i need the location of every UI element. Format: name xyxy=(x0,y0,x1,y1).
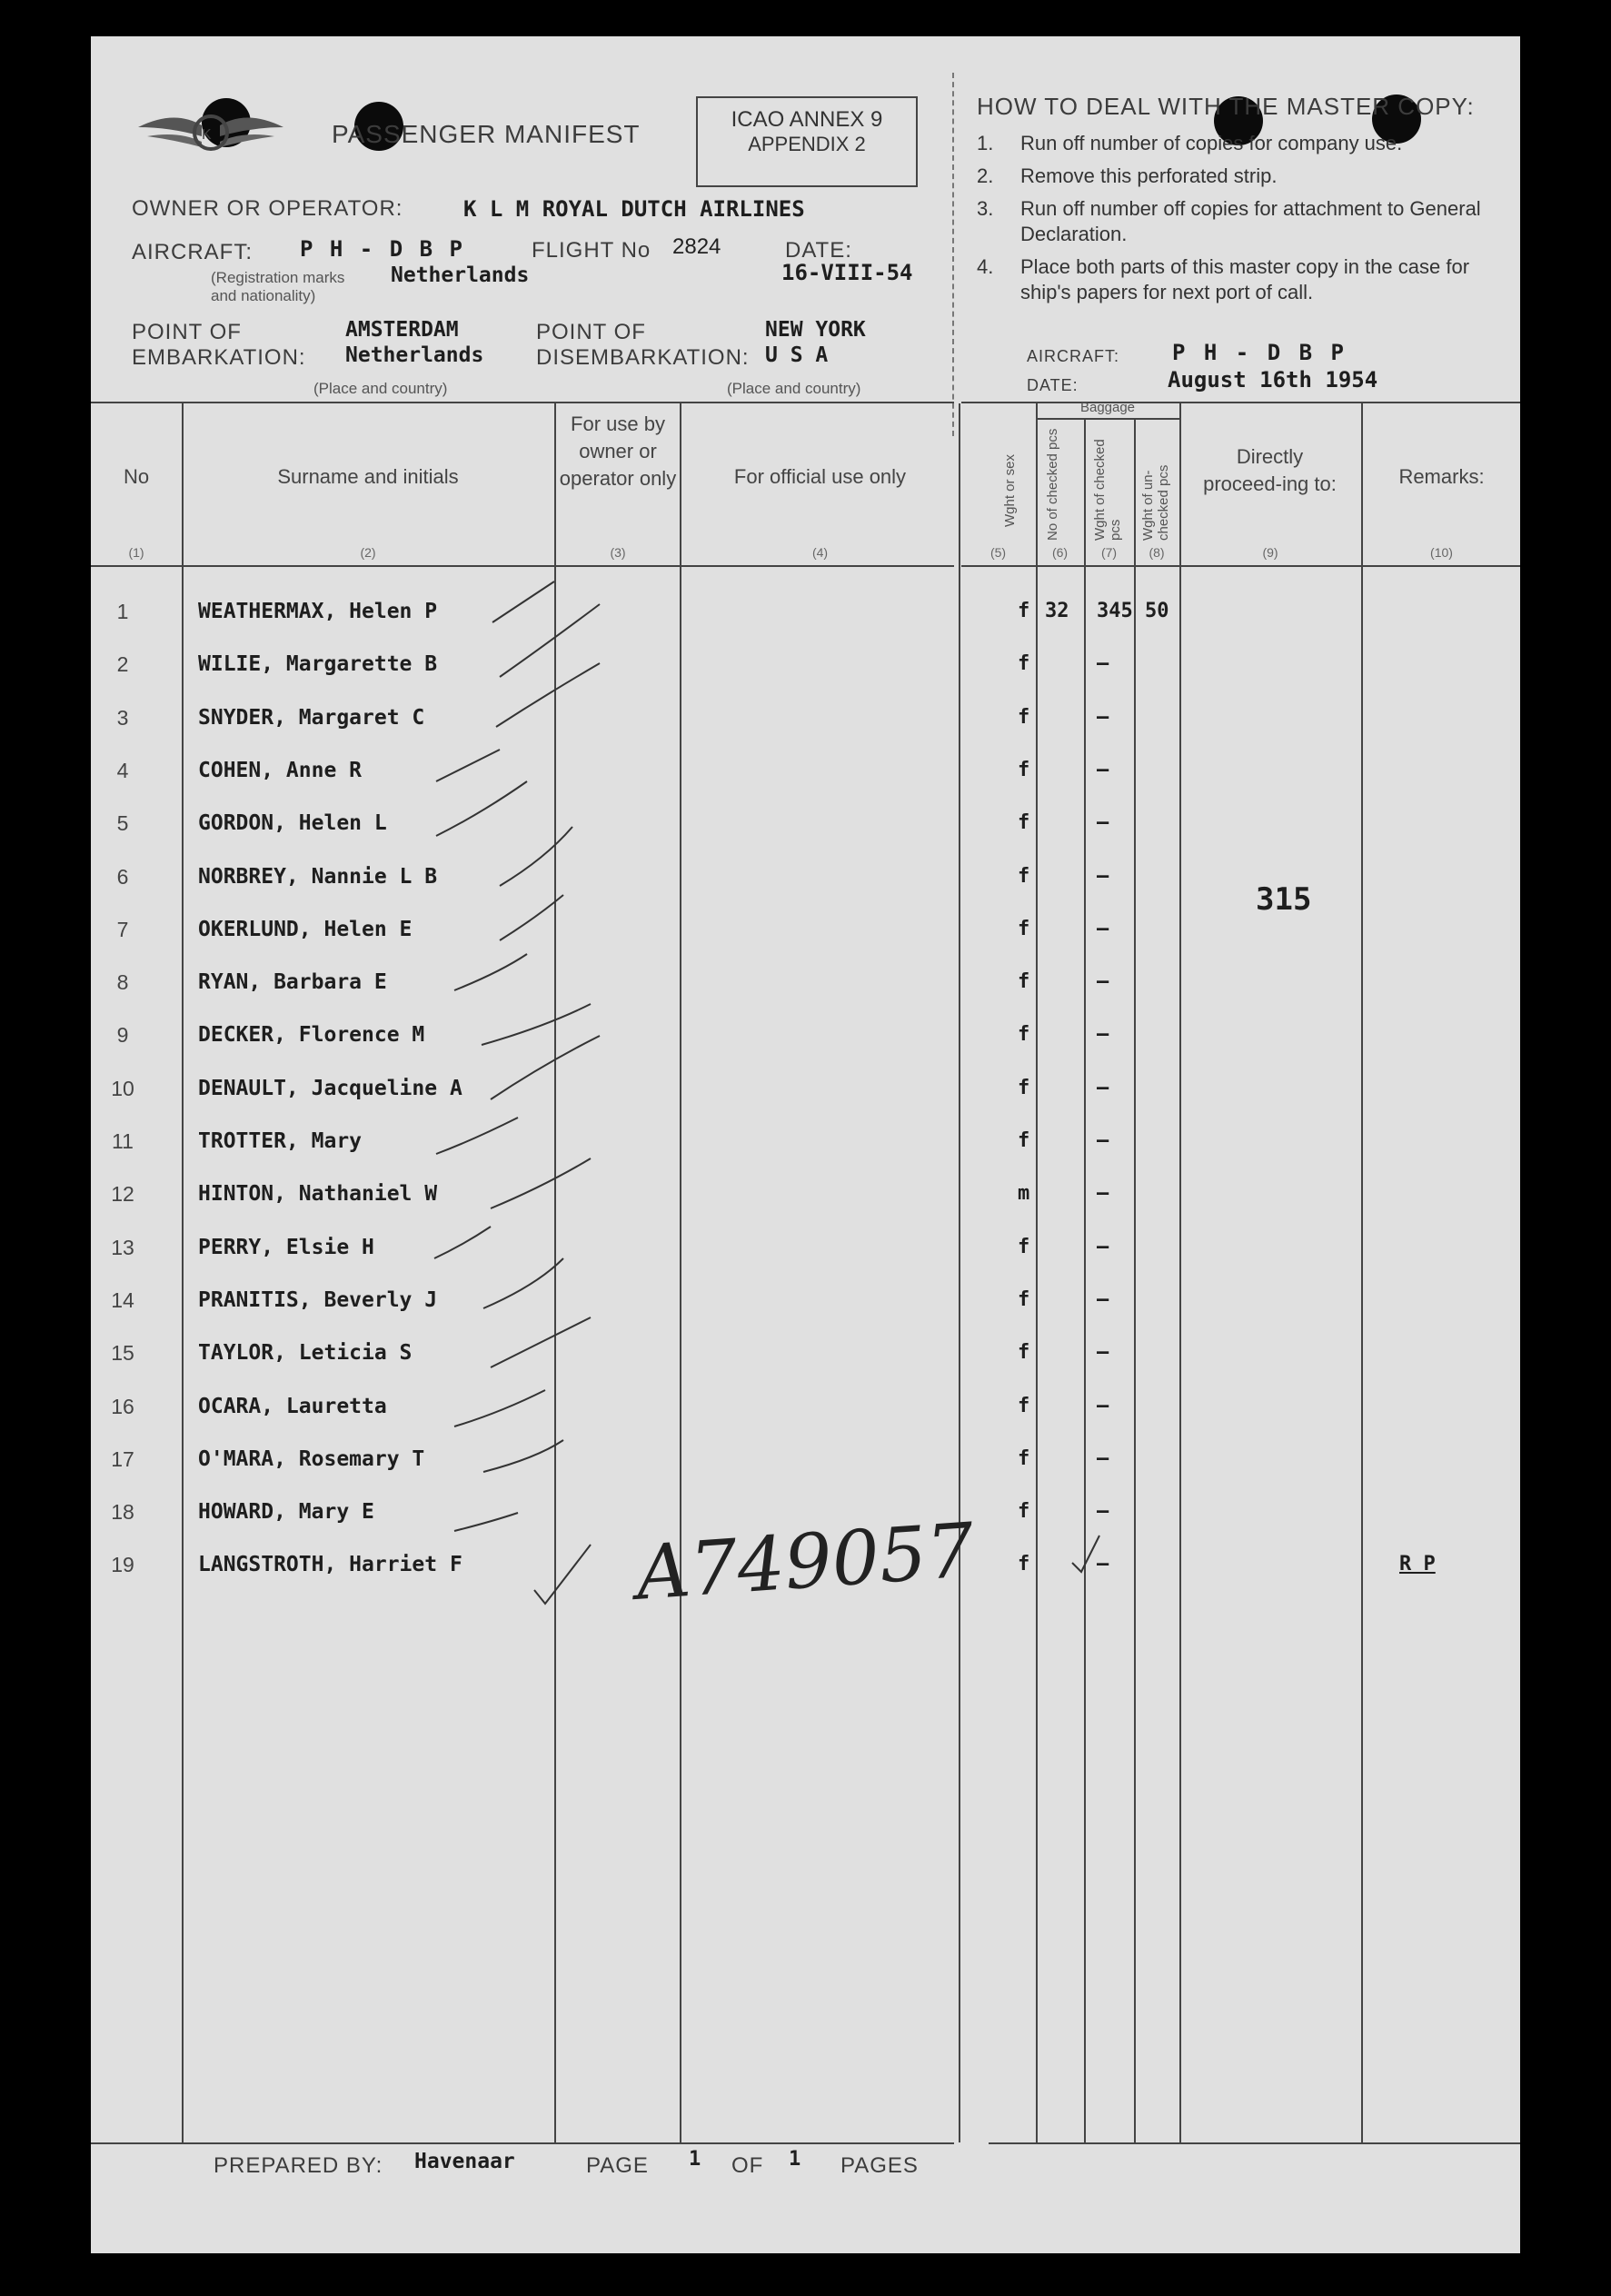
col-number: (7) xyxy=(1100,545,1118,560)
row-number: 4 xyxy=(116,759,129,782)
row-number: 17 xyxy=(111,1447,134,1471)
embark-label-1: POINT OF xyxy=(132,320,242,344)
passenger-name: GORDON, Helen L xyxy=(198,811,387,835)
disembark-place-note: (Place and country) xyxy=(727,380,861,397)
col-header-no: No xyxy=(123,465,150,488)
passenger-sex: f xyxy=(1018,811,1030,834)
manifest-title: PASSENGER MANIFEST xyxy=(332,120,641,148)
row-number: 7 xyxy=(116,918,129,941)
row-number: 11 xyxy=(112,1129,134,1153)
baggage-wght-checked: — xyxy=(1097,1447,1109,1470)
icao-line-2: APPENDIX 2 xyxy=(748,133,866,155)
passenger-sex: f xyxy=(1018,865,1030,888)
passenger-name: HINTON, Nathaniel W xyxy=(198,1182,438,1206)
of-label: OF xyxy=(731,2153,764,2178)
baggage-checked-pcs: 32 xyxy=(1045,600,1069,622)
col-header-official: For official use only xyxy=(733,465,907,488)
col-header-wght-sex: Wght or sex xyxy=(1002,453,1018,527)
pages-label: PAGES xyxy=(840,2153,919,2178)
flight-value: 2824 xyxy=(672,234,721,259)
owner-label: OWNER OR OPERATOR: xyxy=(132,196,403,221)
col-number: (9) xyxy=(1262,545,1278,560)
baggage-wght-checked: — xyxy=(1097,1341,1109,1364)
baggage-wght-checked: — xyxy=(1097,970,1109,993)
baggage-wght-unchecked: 50 xyxy=(1145,600,1169,622)
baggage-wght-checked: — xyxy=(1097,1077,1109,1099)
passenger-name: LANGSTROTH, Harriet F xyxy=(198,1553,462,1576)
passenger-remark: R P xyxy=(1399,1553,1436,1575)
instructions-title: HOW TO DEAL WITH THE MASTER COPY: xyxy=(977,93,1475,120)
aircraft-nationality: Netherlands xyxy=(391,263,530,287)
passenger-name: TAYLOR, Leticia S xyxy=(198,1341,413,1365)
pen-checkmarks xyxy=(91,36,1520,2253)
col-header-wght-unchecked: Wght of un-checked pcs xyxy=(1140,464,1171,541)
baggage-wght-checked: — xyxy=(1097,706,1109,729)
disembark-city: NEW YORK xyxy=(765,318,866,342)
page-value: 1 xyxy=(689,2148,701,2171)
col-number: (4) xyxy=(811,545,829,560)
instruction-number: 3. xyxy=(977,197,994,220)
row-number: 8 xyxy=(116,970,129,994)
baggage-wght-checked: — xyxy=(1097,865,1109,888)
passenger-name: TROTTER, Mary xyxy=(198,1129,363,1153)
col-number: (5) xyxy=(989,545,1007,560)
passenger-sex: f xyxy=(1018,1447,1030,1470)
owner-value: K L M ROYAL DUTCH AIRLINES xyxy=(463,196,805,222)
aircraft-label: AIRCRAFT: xyxy=(132,240,254,264)
instructions-aircraft-value: P H - D B P xyxy=(1172,340,1347,365)
baggage-wght-checked: — xyxy=(1097,759,1109,781)
passenger-name: WILIE, Margarette B xyxy=(198,652,438,676)
baggage-wght-checked: — xyxy=(1097,652,1109,675)
passenger-name: DECKER, Florence M xyxy=(198,1023,425,1047)
row-number: 5 xyxy=(116,811,129,835)
col-header-checked-pcs: No of checked pcs xyxy=(1045,428,1060,541)
baggage-wght-checked: 345 xyxy=(1097,600,1133,622)
passenger-sex: f xyxy=(1018,759,1030,781)
passenger-sex: f xyxy=(1018,1023,1030,1046)
instruction-text: Remove this perforated strip. xyxy=(1020,164,1278,187)
passenger-name: PRANITIS, Beverly J xyxy=(198,1288,438,1312)
col-number: (8) xyxy=(1149,545,1165,560)
passenger-sex: f xyxy=(1018,970,1030,993)
passenger-name: NORBREY, Nannie L B xyxy=(198,865,438,889)
row-number: 10 xyxy=(111,1077,134,1100)
passenger-name: RYAN, Barbara E xyxy=(198,970,387,994)
col-header-directly: Directly proceed-ing to: xyxy=(1203,445,1337,495)
col-number: (10) xyxy=(1430,545,1453,560)
directly-total: 315 xyxy=(1256,881,1312,918)
flight-label: FLIGHT No xyxy=(532,238,651,263)
baggage-wght-checked: — xyxy=(1097,918,1109,940)
passenger-name: O'MARA, Rosemary T xyxy=(198,1447,425,1471)
instruction-number: 2. xyxy=(977,164,994,187)
passenger-sex: f xyxy=(1018,1288,1030,1311)
row-number: 13 xyxy=(111,1236,134,1259)
instructions-date-value: August 16th 1954 xyxy=(1168,367,1378,393)
instruction-text: Run off number of copies for company use. xyxy=(1020,132,1403,154)
of-value: 1 xyxy=(789,2148,801,2171)
baggage-wght-checked: — xyxy=(1097,1288,1109,1311)
baggage-wght-checked: — xyxy=(1097,1023,1109,1046)
disembark-country: U S A xyxy=(765,343,829,367)
instructions-date-label: DATE: xyxy=(1027,376,1079,394)
embark-place-note: (Place and country) xyxy=(313,380,448,397)
baggage-wght-checked: — xyxy=(1097,1500,1109,1523)
prepared-label: PREPARED BY: xyxy=(214,2153,383,2178)
embark-city: AMSTERDAM xyxy=(345,318,459,342)
passenger-sex: f xyxy=(1018,1077,1030,1099)
baggage-wght-checked: — xyxy=(1097,1129,1109,1152)
passenger-sex: f xyxy=(1018,652,1030,675)
row-number: 9 xyxy=(116,1023,129,1047)
passenger-sex: f xyxy=(1018,706,1030,729)
passenger-name: HOWARD, Mary E xyxy=(198,1500,374,1524)
col-header-owner-use: For use by owner or operator only xyxy=(559,412,677,490)
col-number: (3) xyxy=(610,545,626,560)
row-number: 14 xyxy=(111,1288,134,1312)
passenger-sex: f xyxy=(1018,600,1030,622)
passenger-sex: m xyxy=(1018,1182,1030,1205)
passenger-name: COHEN, Anne R xyxy=(198,759,363,782)
row-number: 3 xyxy=(116,706,129,730)
instruction-number: 1. xyxy=(977,132,994,154)
svg-text:K: K xyxy=(202,127,212,143)
row-number: 18 xyxy=(111,1500,134,1524)
col-number: (1) xyxy=(128,545,144,560)
row-number: 1 xyxy=(116,600,129,623)
row-number: 2 xyxy=(116,652,129,676)
passenger-name: WEATHERMAX, Helen P xyxy=(198,600,438,623)
row-number: 6 xyxy=(116,865,129,889)
baggage-wght-checked: — xyxy=(1097,811,1109,834)
baggage-wght-checked: — xyxy=(1097,1395,1109,1417)
col-header-wght-checked: Wght of checked pcs xyxy=(1092,439,1123,541)
passenger-sex: f xyxy=(1018,1236,1030,1258)
passenger-sex: f xyxy=(1018,1395,1030,1417)
aircraft-note-2: and nationality) xyxy=(211,287,316,304)
passenger-sex: f xyxy=(1018,1553,1030,1575)
passenger-sex: f xyxy=(1018,1500,1030,1523)
passenger-sex: f xyxy=(1018,918,1030,940)
instruction-text: Place both parts of this master copy in the case for ship's papers for next port of call. xyxy=(1020,255,1470,303)
date-value: 16-VIII-54 xyxy=(781,260,913,285)
passenger-sex: f xyxy=(1018,1129,1030,1152)
aircraft-value: P H - D B P xyxy=(300,236,464,262)
embark-label-2: EMBARKATION: xyxy=(132,345,306,370)
baggage-wght-checked: — xyxy=(1097,1182,1109,1205)
handwritten-number: A749057 xyxy=(633,1507,978,1617)
instruction-number: 4. xyxy=(977,255,994,278)
col-number: (6) xyxy=(1051,545,1069,560)
passenger-name: SNYDER, Margaret C xyxy=(198,706,425,730)
passenger-name: PERRY, Elsie H xyxy=(198,1236,374,1259)
disembark-label-2: DISEMBARKATION: xyxy=(536,345,750,370)
col-header-baggage: Baggage xyxy=(1079,400,1136,415)
baggage-wght-checked: — xyxy=(1097,1236,1109,1258)
row-number: 12 xyxy=(111,1182,134,1206)
instructions-aircraft-label: AIRCRAFT: xyxy=(1027,347,1120,365)
manifest-sheet xyxy=(91,36,1520,2253)
col-number: (2) xyxy=(360,545,376,560)
prepared-value: Havenaar xyxy=(414,2150,515,2173)
disembark-label-1: POINT OF xyxy=(536,320,646,344)
instruction-text: Run off number off copies for attachment to General Declaration. xyxy=(1020,197,1481,245)
col-header-remarks: Remarks: xyxy=(1398,465,1485,488)
passenger-name: OCARA, Lauretta xyxy=(198,1395,387,1418)
row-number: 15 xyxy=(111,1341,134,1365)
passenger-name: DENAULT, Jacqueline A xyxy=(198,1077,462,1100)
row-number: 19 xyxy=(111,1553,134,1576)
icao-line-1: ICAO ANNEX 9 xyxy=(731,107,883,132)
baggage-wght-checked: — xyxy=(1097,1553,1109,1575)
embark-country: Netherlands xyxy=(345,343,484,367)
page-label: PAGE xyxy=(586,2153,649,2178)
passenger-sex: f xyxy=(1018,1341,1030,1364)
row-number: 16 xyxy=(111,1395,134,1418)
col-header-surname: Surname and initials xyxy=(277,465,459,488)
aircraft-note-1: (Registration marks xyxy=(211,269,345,286)
date-label: DATE: xyxy=(785,238,852,263)
passenger-name: OKERLUND, Helen E xyxy=(198,918,413,941)
